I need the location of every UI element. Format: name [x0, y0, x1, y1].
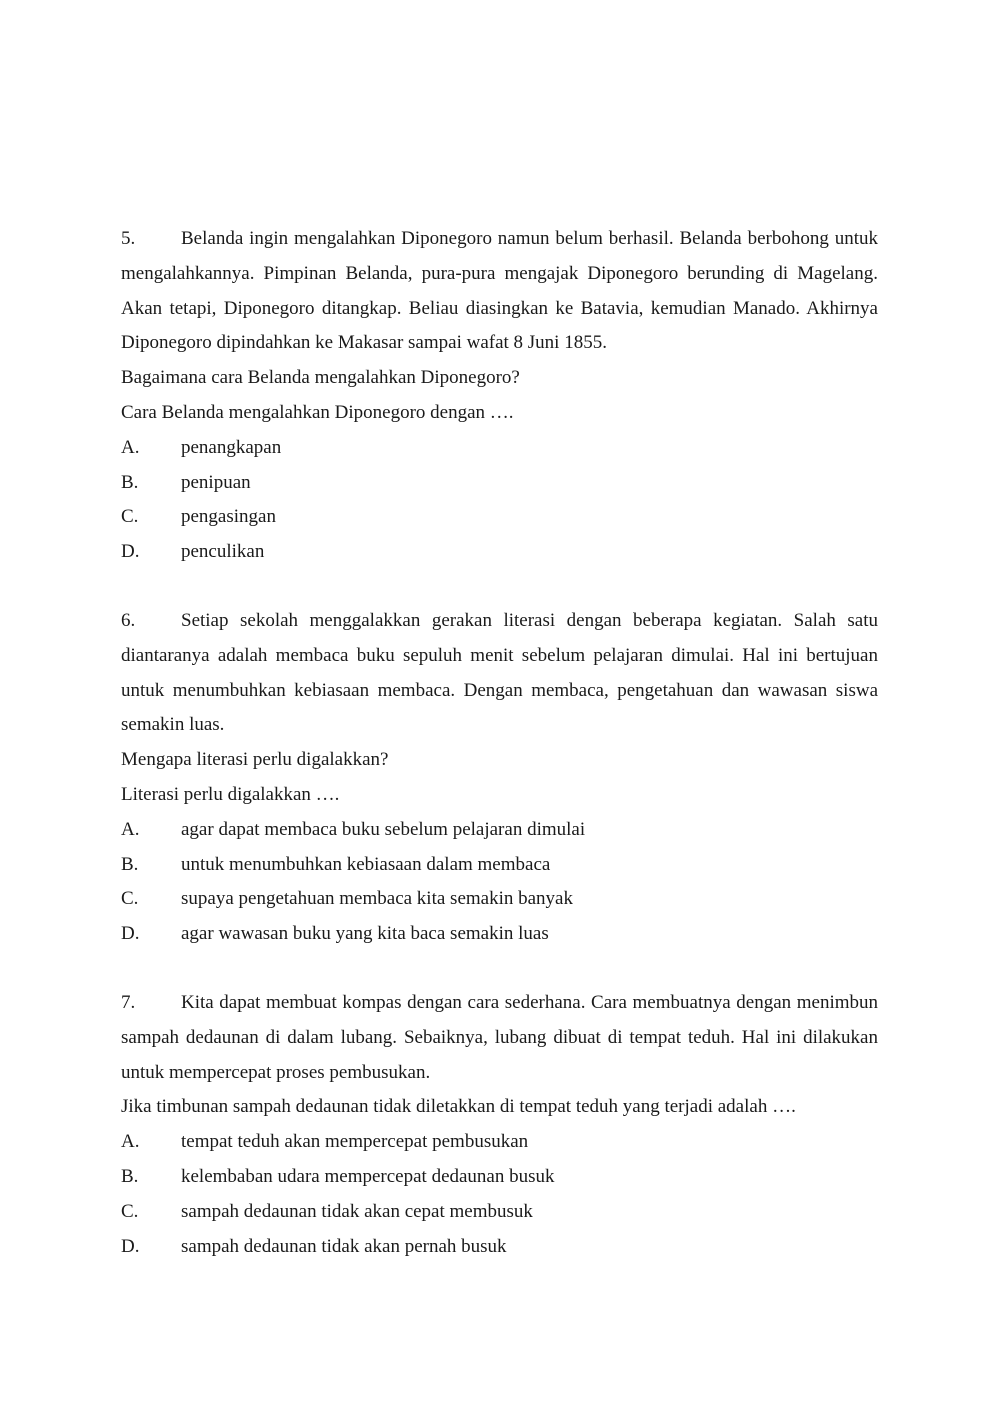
option-text: penculikan	[181, 541, 265, 563]
question-stem	[121, 604, 878, 743]
option-text: kelembaban udara mempercepat dedaunan busuk	[181, 1165, 555, 1187]
option-letter: A.	[121, 436, 140, 458]
stem-text: Belanda ingin mengalahkan Diponegoro namun belum berhasil. Belanda berbohong untuk mengalahkannya. Pimpinan Belanda, pura-pura mengajak Diponegoro berunding di Magelang. Akan tetapi, Diponegoro ditangkap. Beliau diasingkan ke Batavia, kemudian Manado. Akhirnya Diponegoro dipindahkan ke Makasar sampai wafat 8 Juni 1855.	[121, 228, 878, 354]
option-d[interactable]	[121, 535, 878, 570]
option-text: penangkapan	[181, 436, 282, 458]
option-letter: C.	[121, 888, 139, 910]
option-a[interactable]	[121, 813, 878, 848]
option-b[interactable]	[121, 848, 878, 883]
option-text: penipuan	[181, 471, 251, 493]
option-letter: B.	[121, 853, 139, 875]
option-d[interactable]	[121, 1230, 878, 1265]
stem-text: Kita dapat membuat kompas dengan cara sederhana. Cara membuatnya dengan menimbun sampah dedaunan di dalam lubang. Sebaiknya, lubang dibuat di tempat teduh. Hal ini dilakukan untuk mempercepat proses pembusukan.	[121, 992, 878, 1083]
option-text: pengasingan	[181, 506, 276, 528]
option-letter: D.	[121, 541, 140, 563]
option-b[interactable]	[121, 466, 878, 501]
option-letter: D.	[121, 1235, 140, 1257]
option-text: agar wawasan buku yang kita baca semakin luas	[181, 923, 549, 945]
option-text: sampah dedaunan tidak akan cepat membusuk	[181, 1200, 533, 1222]
question-number: 6.	[121, 610, 136, 631]
option-text: supaya pengetahuan membaca kita semakin banyak	[181, 888, 573, 910]
option-letter: A.	[121, 1131, 140, 1153]
option-letter: C.	[121, 1200, 139, 1222]
option-letter: B.	[121, 1165, 139, 1187]
option-text: tempat teduh akan mempercepat pembusukan	[181, 1131, 529, 1153]
question-stem	[121, 986, 878, 1090]
option-a[interactable]	[121, 431, 878, 466]
option-c[interactable]	[121, 500, 878, 535]
question-7	[121, 986, 878, 1264]
question-stem	[121, 222, 878, 361]
option-text: sampah dedaunan tidak akan pernah busuk	[181, 1235, 507, 1257]
option-text: untuk menumbuhkan kebiasaan dalam membaca	[181, 853, 551, 875]
option-text: agar dapat membaca buku sebelum pelajaran dimulai	[181, 818, 586, 840]
option-a[interactable]	[121, 1125, 878, 1160]
question-5	[121, 222, 878, 570]
option-letter: D.	[121, 923, 140, 945]
question-text: Bagaimana cara Belanda mengalahkan Diponegoro?	[121, 367, 520, 389]
option-c[interactable]	[121, 1195, 878, 1230]
question-6	[121, 604, 878, 952]
option-letter: B.	[121, 471, 139, 493]
option-d[interactable]	[121, 917, 878, 952]
question-text: Jika timbunan sampah dedaunan tidak diletakkan di tempat teduh yang terjadi adalah ….	[121, 1096, 796, 1118]
question-text: Mengapa literasi perlu digalakkan?	[121, 749, 389, 771]
question-number: 5.	[121, 228, 136, 249]
option-letter: A.	[121, 818, 140, 840]
stem-text: Setiap sekolah menggalakkan gerakan literasi dengan beberapa kegiatan. Salah satu diantaranya adalah membaca buku sepuluh menit sebelum pelajaran dimulai. Hal ini bertujuan untuk menumbuhkan kebiasaan membaca. Dengan membaca, pengetahuan dan wawasan siswa semakin luas.	[121, 610, 878, 736]
option-letter: C.	[121, 506, 139, 528]
question-number: 7.	[121, 992, 136, 1013]
option-b[interactable]	[121, 1160, 878, 1195]
option-c[interactable]	[121, 882, 878, 917]
answer-prompt: Literasi perlu digalakkan ….	[121, 783, 340, 805]
answer-prompt: Cara Belanda mengalahkan Diponegoro dengan ….	[121, 401, 514, 423]
